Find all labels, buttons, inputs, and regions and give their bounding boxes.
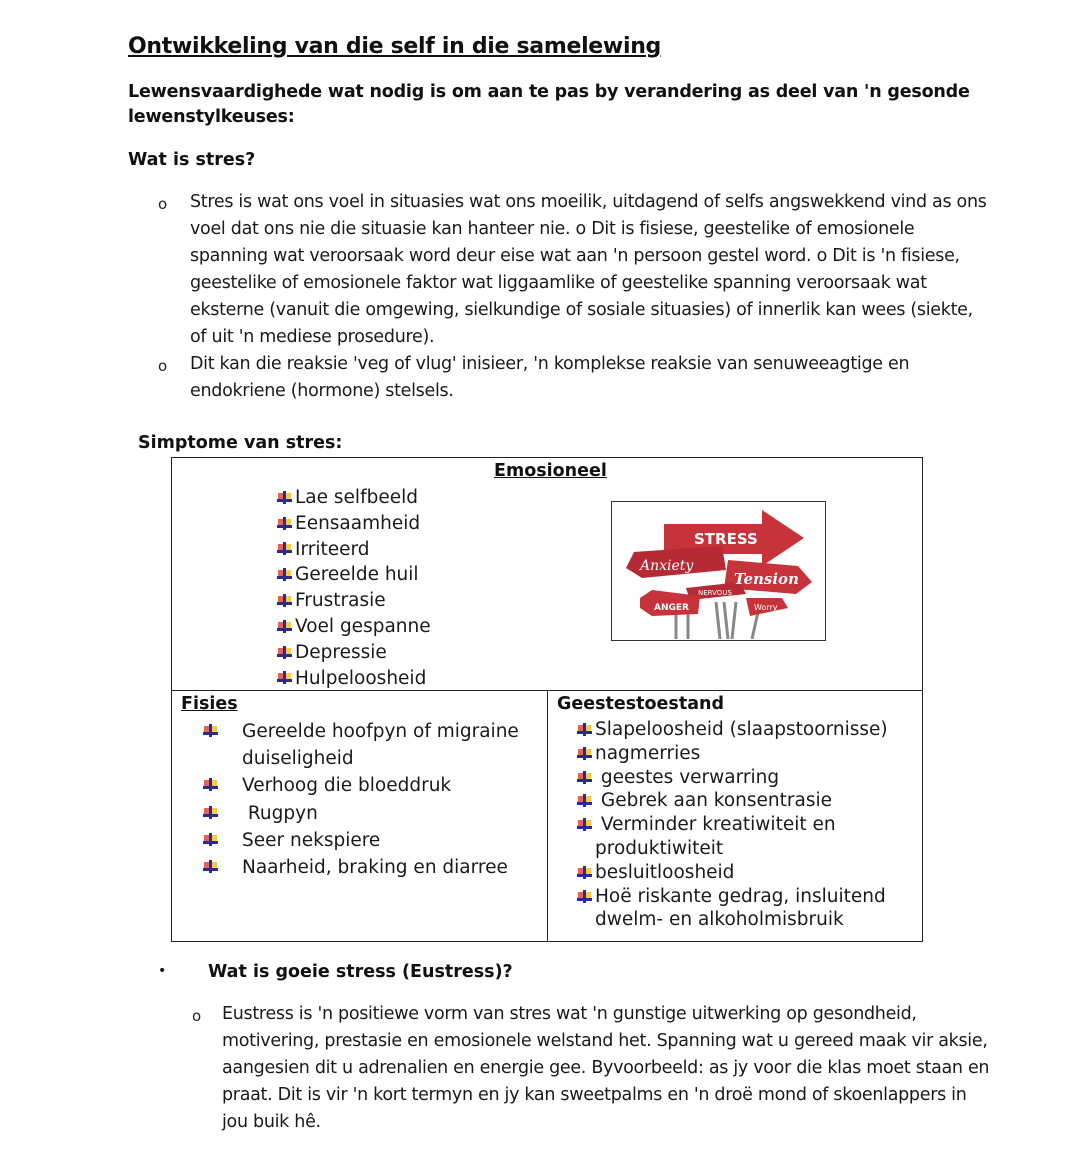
physical-heading: Fisies	[181, 694, 238, 714]
list-item-text: Gereelde hoofpyn of migraine duiseligheid	[242, 721, 525, 770]
list-item	[576, 742, 916, 766]
nervous-label: NERVOUS	[698, 589, 732, 597]
stress-signs-image	[611, 501, 826, 641]
bullet-circle-icon: o	[158, 357, 168, 375]
section-subtitle: Lewensvaardighede wat nodig is om aan te pas by verandering as deel van 'n gesonde lewenstylkeuses:	[128, 82, 970, 127]
list-item	[576, 789, 916, 813]
question-heading-eustress: Wat is goeie stress (Eustress)?	[208, 962, 513, 982]
list-item	[576, 885, 916, 933]
arrow-bullet-icon	[276, 619, 292, 635]
list-item	[202, 854, 532, 881]
arrow-bullet-icon	[202, 777, 218, 793]
worry-label: Worry	[754, 603, 778, 612]
list-item	[276, 614, 431, 640]
arrow-bullet-icon	[276, 490, 292, 506]
arrow-bullet-icon	[576, 793, 592, 809]
question-heading-stress: Wat is stres?	[128, 150, 256, 170]
list-item-text: Hulpeloosheid	[295, 667, 427, 689]
list-item-text: nagmerries	[595, 742, 701, 764]
list-item-text: Verminder kreatiwiteit en produktiwiteit	[595, 814, 842, 859]
anger-label: ANGER	[654, 603, 689, 613]
list-item-text: Gebrek aan konsentrasie	[595, 790, 833, 812]
list-item	[202, 827, 532, 854]
arrow-bullet-icon	[202, 859, 218, 875]
mental-symptoms-list	[576, 718, 916, 932]
list-item-text: Verhoog die bloeddruk	[242, 775, 452, 797]
list-item	[276, 485, 431, 511]
arrow-bullet-icon	[276, 567, 292, 583]
list-item	[576, 813, 916, 861]
arrow-bullet-icon	[276, 670, 292, 686]
list-item	[276, 511, 431, 537]
stress-label: STRESS	[694, 530, 758, 548]
list-item-text: Depressie	[295, 641, 387, 663]
arrow-bullet-icon	[576, 817, 592, 833]
list-item-text: geestes verwarring	[595, 766, 780, 788]
list-item	[276, 562, 431, 588]
arrow-bullet-icon	[576, 770, 592, 786]
arrow-bullet-icon	[202, 805, 218, 821]
arrow-bullet-icon	[202, 723, 218, 739]
eustress-paragraph: Eustress is 'n positiewe vorm van stres wat 'n gunstige uitwerking op gesondheid, motivering, prestasie en emosionele welstand het. Spanning wat u gereed maak vir aksie, aangesien dit u adrenalien en energie gee. Byvoorbeeld: as jy voor die klas moet staan en praat. Dit is vir 'n kort termyn en jy kan sweetpalms en 'n droë mond of skoenlappers in jou buik hê.	[222, 1004, 990, 1132]
list-item-text: Eensaamheid	[295, 512, 421, 534]
emotional-symptoms-list	[276, 485, 431, 691]
list-item	[276, 640, 431, 666]
list-item-text: Irriteerd	[295, 538, 370, 560]
list-item-text: Voel gespanne	[295, 615, 431, 637]
arrow-bullet-icon	[276, 541, 292, 557]
list-item	[576, 766, 916, 790]
emotional-heading: Emosioneel	[494, 461, 607, 481]
bullet-circle-icon: o	[158, 195, 168, 213]
list-item-text: Hoë riskante gedrag, insluitend dwelm- en alkoholmisbruik	[595, 885, 892, 931]
stress-definition-paragraph: Stres is wat ons voel in situasies wat ons moeilik, uitdagend of selfs angswekkend vind as ons voel dat ons nie die situasie kan hanteer nie. o Dit is fisiese, geestelike of emosionele spanning wat veroorsaak word deur eise wat aan 'n persoon gestel word. o Dit is 'n fisiese, geestelike of emosionele faktor wat liggaamlike of geestelike spanning veroorsaak wat eksterne (vanuit die omgewing, sielkundige of sosiale situasies) of innerlik kan wees (siekte, of uit 'n mediese prosedure).	[190, 192, 987, 347]
list-item-text: besluitloosheid	[595, 861, 735, 883]
list-item	[276, 666, 431, 692]
anxiety-label: Anxiety	[640, 558, 694, 574]
list-item	[202, 718, 532, 772]
table-column-divider	[547, 690, 548, 942]
list-item-text: Lae selfbeeld	[295, 487, 418, 508]
list-item	[202, 800, 532, 827]
list-item	[576, 718, 916, 742]
list-item-text: Slapeloosheid (slaapstoornisse)	[595, 719, 888, 740]
arrow-bullet-icon	[576, 865, 592, 881]
arrow-bullet-icon	[576, 746, 592, 762]
arrow-bullet-icon	[276, 645, 292, 661]
list-item	[576, 861, 916, 885]
list-item-text: Naarheid, braking en diarree	[242, 857, 508, 879]
mental-heading: Geestestoestand	[557, 694, 725, 714]
bullet-dot-icon: •	[158, 963, 167, 979]
arrow-bullet-icon	[276, 516, 292, 532]
list-item-text: Frustrasie	[295, 590, 386, 612]
list-item-text: Gereelde huil	[295, 564, 419, 586]
list-item	[202, 772, 532, 799]
fight-or-flight-paragraph: Dit kan die reaksie 'veg of vlug' inisieer, 'n komplekse reaksie van senuweeagtige en endokriene (hormone) stelsels.	[190, 354, 910, 401]
arrow-bullet-icon	[202, 832, 218, 848]
list-item-text: Rugpyn	[242, 802, 318, 824]
arrow-bullet-icon	[276, 593, 292, 609]
tension-label: Tension	[734, 570, 799, 588]
arrow-bullet-icon	[576, 722, 592, 738]
arrow-bullet-icon	[576, 889, 592, 905]
list-item	[276, 537, 431, 563]
bullet-circle-icon: o	[192, 1007, 202, 1025]
list-item-text: Seer nekspiere	[242, 829, 381, 851]
symptoms-heading: Simptome van stres:	[138, 433, 343, 453]
list-item	[276, 588, 431, 614]
document-title: Ontwikkeling van die self in die samelewing	[128, 34, 662, 59]
stress-signs-illustration	[612, 502, 824, 639]
physical-symptoms-list	[202, 718, 532, 881]
